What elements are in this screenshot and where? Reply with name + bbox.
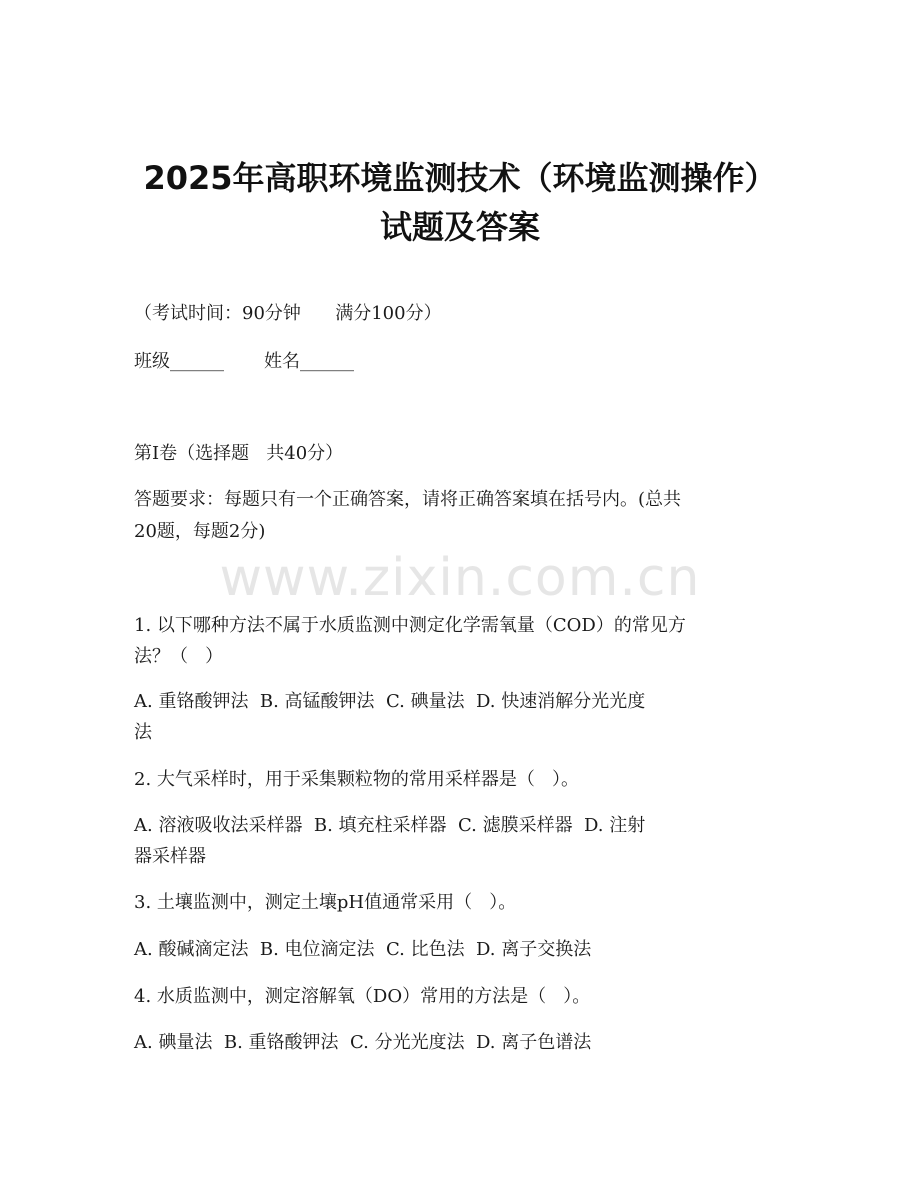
- section-heading: 第I卷（选择题 共40分）: [134, 443, 344, 464]
- question-1-options-line-1: A. 重铬酸钾法 B. 高锰酸钾法 C. 碘量法 D. 快速消解分光光度: [134, 691, 646, 712]
- question-1-text-line-2: 法？（ ）: [134, 646, 224, 667]
- question-3-options-line-1: A. 酸碱滴定法 B. 电位滴定法 C. 比色法 D. 离子交换法: [134, 939, 592, 960]
- question-2-text-line-1: 2. 大气采样时，用于采集颗粒物的常用采样器是（ ）。: [134, 769, 580, 790]
- document-title-line-2: 试题及答案: [379, 208, 540, 246]
- question-1-text-line-1: 1. 以下哪种方法不属于水质监测中测定化学需氧量（COD）的常见方: [134, 615, 686, 636]
- question-2-options-line-2: 器采样器: [134, 846, 206, 867]
- question-3-text-line-1: 3. 土壤监测中，测定土壤pH值通常采用（ ）。: [134, 892, 517, 913]
- instructions-line-2: 20题，每题2分): [134, 521, 266, 542]
- question-1-options-line-2: 法: [134, 722, 152, 743]
- question-4-options-line-1: A. 碘量法 B. 重铬酸钾法 C. 分光光度法 D. 离子色谱法: [134, 1032, 592, 1053]
- document-title-line-1: 2025年高职环境监测技术（环境监测操作）: [143, 159, 777, 197]
- question-4-text-line-1: 4. 水质监测中，测定溶解氧（DO）常用的方法是（ ）。: [134, 986, 591, 1007]
- watermark: www.zixin.com.cn: [219, 548, 701, 608]
- instructions-line-1: 答题要求：每题只有一个正确答案，请将正确答案填在括号内。(总共: [134, 489, 682, 510]
- question-2-options-line-1: A. 溶液吸收法采样器 B. 填充柱采样器 C. 滤膜采样器 D. 注射: [134, 815, 646, 836]
- student-fields: 班级______ 姓名______: [134, 351, 355, 372]
- exam-info: （考试时间：90分钟 满分100分）: [134, 303, 442, 324]
